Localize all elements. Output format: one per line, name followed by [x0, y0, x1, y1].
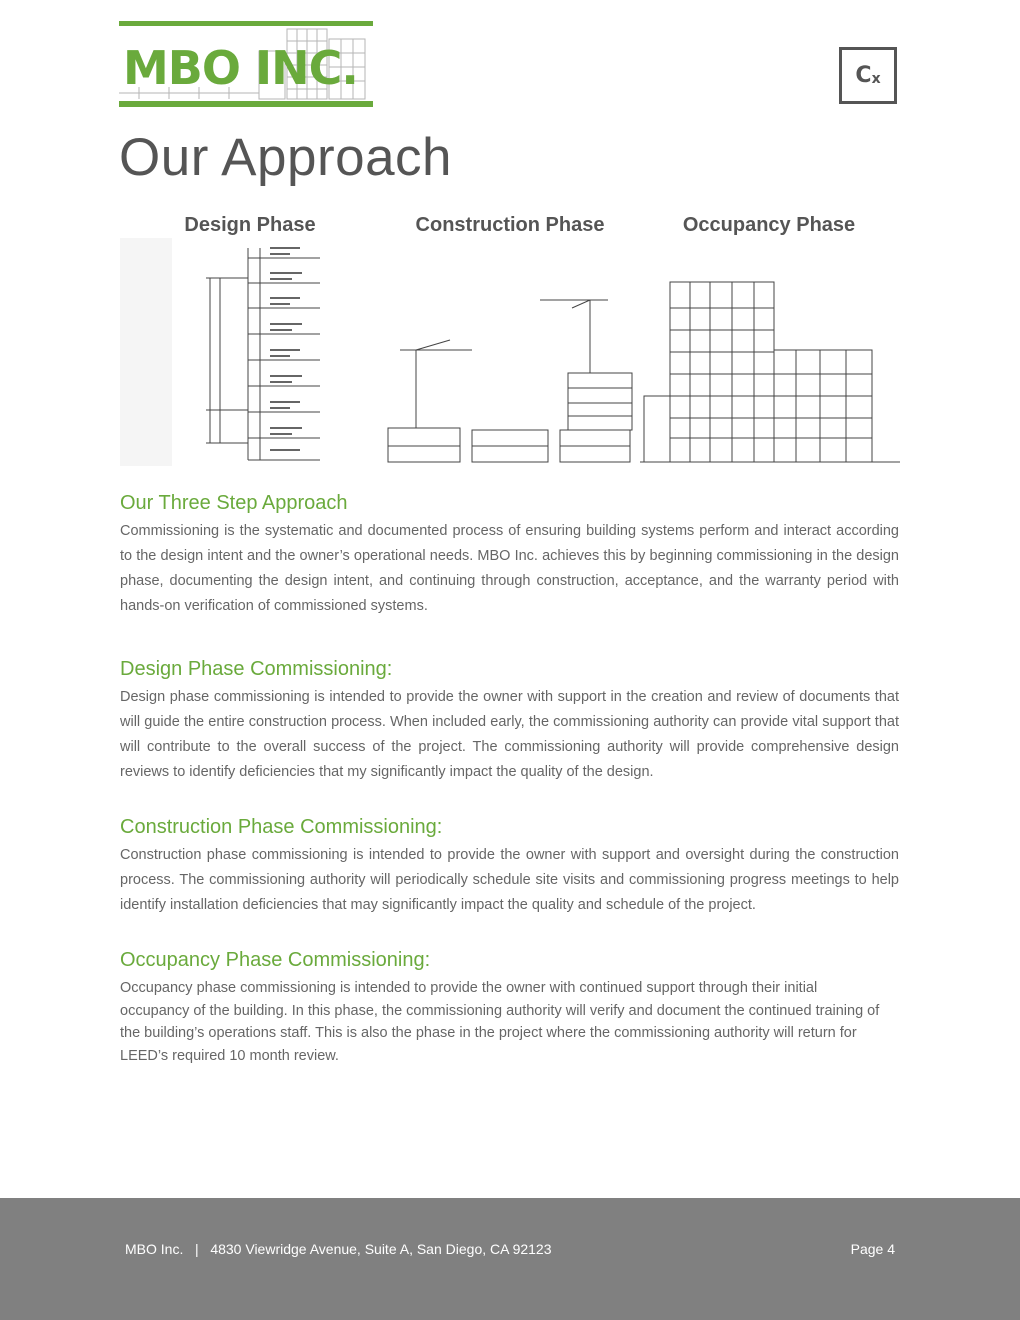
page-footer	[0, 1198, 1020, 1320]
section-body-construction: Construction phase commissioning is intended to provide the owner with support and oversight during the construction process. The commissioning authority will periodically schedule site visits and commissioning progress meetings to help identify installation deficiencies that may significantly impact the quality and schedule of the project.	[120, 847, 899, 913]
section-heading-occupancy: Occupancy Phase Commissioning:	[120, 949, 431, 971]
page-title: Our Approach	[119, 128, 453, 187]
cx-badge-sub: x	[871, 70, 881, 87]
section-body-occupancy: Occupancy phase commissioning is intended to provide the owner with continued support through their initial occupancy of the building. In this phase, the commissioning authority will verify and document the continued training of the building’s operations staff. This is also the phase in the project where the commissioning authority will return for LEED’s required 10 month review.	[120, 980, 880, 1064]
section-heading-design: Design Phase Commissioning:	[120, 658, 393, 680]
phase-label-construction: Construction Phase	[415, 214, 605, 236]
construction-drawing	[324, 238, 640, 466]
footer-address: MBO Inc. | 4830 Viewridge Avenue, Suite A, San Diego, CA 92123	[125, 1241, 552, 1257]
occupancy-drawing	[640, 238, 900, 466]
cx-badge-main: C	[855, 63, 872, 88]
section-heading-overview: Our Three Step Approach	[120, 492, 348, 514]
phases-illustration	[120, 238, 900, 466]
section-body-design: Design phase commissioning is intended to provide the owner with support in the creation and review of documents that will guide the entire construction process. When included early, the commissioning authority can provide vital support that will contribute to the overall success of the project. The commissioning authority will provide comprehensive design reviews to identify deficiencies that my significantly impact the quality of the design.	[120, 689, 899, 780]
company-logo	[119, 21, 373, 107]
section-body-overview: Commissioning is the systematic and documented process of ensuring building systems perform and interact according to the design intent and the owner’s operational needs. MBO Inc. achieves this by beginning commissioning in the design phase, documenting the design intent, and continuing through construction, acceptance, and the warranty period with hands-on verification of commissioned systems.	[120, 523, 899, 614]
cx-badge	[839, 47, 897, 104]
logo-wordmark: MBO INC.	[123, 41, 358, 95]
phase-label-design: Design Phase	[184, 214, 316, 236]
section-heading-construction: Construction Phase Commissioning:	[120, 816, 443, 838]
footer-page-number: Page 4	[850, 1241, 895, 1257]
phase-label-occupancy: Occupancy Phase	[682, 214, 856, 236]
